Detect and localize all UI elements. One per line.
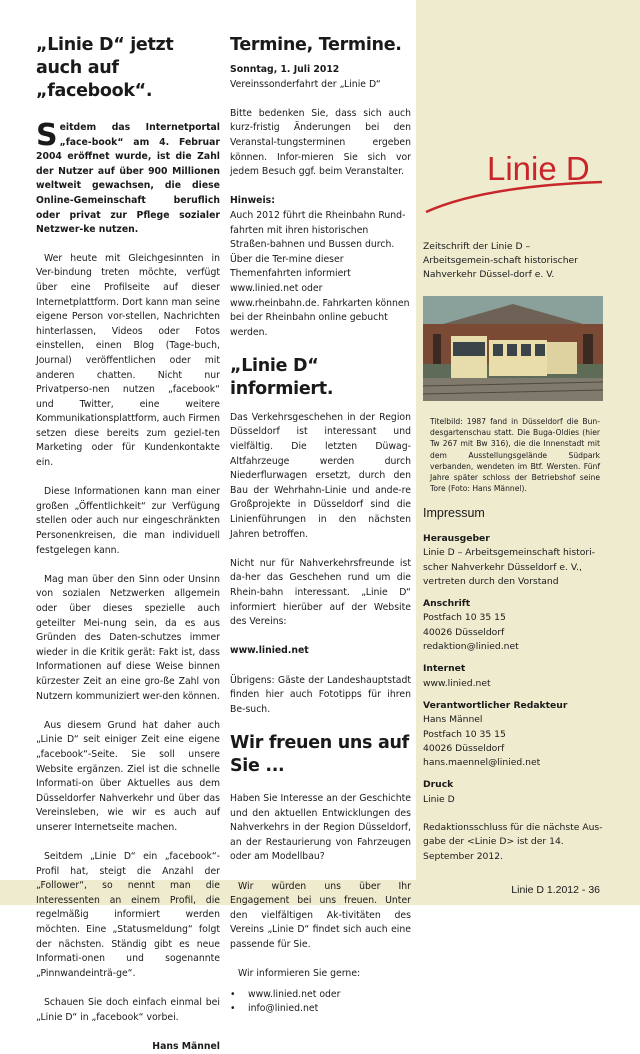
article-informiert-title: „Linie D“ informiert. bbox=[230, 355, 334, 399]
internet-label: Internet bbox=[423, 663, 466, 675]
brand-swoosh-icon bbox=[424, 178, 604, 214]
publisher-label: Herausgeber bbox=[423, 533, 490, 544]
brand-logo: Linie D bbox=[487, 150, 590, 187]
article-freuen-title: Wir freuen uns auf Sie ... bbox=[230, 732, 409, 776]
article-facebook-title: „Linie D“ jetzt auch auf „facebook“. bbox=[36, 35, 174, 101]
address-label: Anschrift bbox=[423, 598, 471, 610]
impressum bbox=[423, 526, 603, 864]
website-link[interactable]: www.linied.net bbox=[230, 645, 309, 657]
paragraph: Diese Informationen kann man einer großen „Öffentlichkeit“ zur Verfügung stellen oder auch nur eingeschränkten Personenkreisen, die man individuell festgelegen kann. bbox=[36, 486, 220, 556]
contact-email[interactable]: • info@linied.net bbox=[248, 1002, 411, 1017]
paragraph: Das Verkehrsgeschehen in der Region Düsseldorf ist interessant und vielfältig. Die letzten Düwag-Altfahrzeuge werden durch Niederflurwagen ersetzt, durch den Bau der Wehrhahn-Linie und ande-re Großprojekte in Düsseldorf sind die Linienführungen in den nächsten Jahren betroffen. bbox=[230, 411, 411, 540]
page-footer: Linie D 1.2012 - 36 bbox=[511, 884, 600, 896]
hint-label: Hinweis: bbox=[230, 195, 275, 207]
magazine-subtitle: Zeitschrift der Linie D – Arbeitsgemein-schaft historischer Nahverkehr Düssel-dorf e. V. bbox=[423, 241, 578, 281]
paragraph: Seitdem „Linie D“ ein „facebook“-Profil hat, steigt die Anzahl der „Follower“, so nennt man die Interessenten an einem Profil, die regelmäßig informiert werden möchten. Eine „Statusmeldung“ folgt der nächsten. Ständig gibt es neue Informati-onen und sogenannte „Pinnwandeinträ-ge“. bbox=[36, 851, 220, 979]
paragraph: Übrigens: Gäste der Landeshauptstadt finden hier auch Fototipps für ihren Be-such. bbox=[230, 674, 411, 715]
editor-line: Hans Männel bbox=[423, 714, 483, 726]
paragraph: Wir würden uns über Ihr Engagement bei uns freuen. Unter den vielfältigen Ak-tivitäten des Vereins „Linie D“ findet sich auch eine passende für Sie. bbox=[230, 880, 411, 950]
article-termine-title: Termine, Termine. bbox=[230, 35, 402, 55]
print-value: Linie D bbox=[423, 793, 455, 805]
editor-label: Verantwortlicher Redakteur bbox=[423, 699, 568, 711]
editor-email[interactable]: hans.maennel@linied.net bbox=[423, 757, 541, 769]
editor-line: Postfach 10 35 15 bbox=[423, 728, 506, 740]
article-facebook bbox=[36, 34, 220, 1054]
internet-link[interactable]: www.linied.net bbox=[423, 677, 491, 689]
cover-photo bbox=[423, 296, 603, 401]
article-facebook-lead: Seitdem das Internetportal „face-book“ am 4. Februar 2004 eröffnet wurde, ist die Zahl der Nutzer auf über 900 Millionen weltweit gewachsen, die diese Online-Gemeinschaft beruflich oder privat zur Pflege sozialer Netzwer-ke nutzen. bbox=[36, 118, 220, 236]
editor-line: 40026 Düsseldorf bbox=[423, 742, 505, 754]
hint-text: Auch 2012 führt die Rheinbahn Rund-fahrten mit ihren historischen Straßen-bahnen und Bussen durch. Über die Ter-mine dieser Themenfahrten informiert www.linied.net oder www.rheinbahn.de. Fahrkarten können bei der Rheinbahn online gebucht werden. bbox=[230, 209, 410, 338]
contact-website[interactable]: • www.linied.net oder bbox=[248, 988, 411, 1003]
author-signature: Hans Männel bbox=[152, 1040, 220, 1052]
deadline-note: Redaktionsschluss für die nächste Aus-gabe der <Linie D> ist der 14. September 2012. bbox=[423, 822, 603, 862]
print-label: Druck bbox=[423, 779, 454, 791]
paragraph: Wer heute mit Gleichgesinnten in Ver-bindung treten möchte, verfügt über eine Profilseite auf dieser Internetplattform. Dort kann man seine eigene Person vor-stellen, Nachrichten hinterlassen, Videos oder Fotos einstellen, einen Blog (Tage-buch, Journal) veröffentlichen oder mit anderen chatten. Nicht nur Privatperso-nen nutzen „facebook“ und Twitter, eine weitere Kommunikationsplattform, auch Firmen setzen diese bereits zum geziel-ten Marketing oder für Kundenkontakte ein. bbox=[36, 252, 220, 469]
paragraph: Schauen Sie doch einfach einmal bei „Linie D“ in „facebook“ vorbei. bbox=[36, 997, 220, 1023]
address-email[interactable]: redaktion@linied.net bbox=[423, 641, 519, 653]
drop-cap: S bbox=[36, 118, 58, 153]
paragraph: Bitte bedenken Sie, dass sich auch kurz-fristig Änderungen bei den Veranstal-tungsterminen ergeben können. Infor-mieren Sie sich vor jedem Besuch ggf. beim Veranstalter. bbox=[230, 107, 411, 178]
main-column bbox=[230, 34, 411, 1017]
photo-caption: Titelbild: 1987 fand in Düsseldorf die Bun-desgartenschau statt. Die Buga-Oldies (hier Tw 267 mit Bw 316), die die Innenstadt mit dem Ausstellungsgelände Südpark verbanden, wendeten im Btf. Wersten. Fünf Jahre später schloss der Betriebshof seine Tore (Foto: Hans Männel). bbox=[430, 417, 600, 494]
paragraph: Mag man über den Sinn oder Unsinn von sozialen Netzwerken allgemein oder über dieses spezielle auch geteilter Mei-nung sein, da es aus Gründen des Daten-schutzes immer wieder in die Kritik gerät: Fakt ist, dass Informationen auf diese Weise binnen kürzester Zeit an eine gro-ße Zahl von Nutzern kommuniziert wer-den können. bbox=[36, 573, 220, 702]
contact-list bbox=[230, 988, 411, 1017]
paragraph: Wir informieren Sie gerne: bbox=[238, 968, 361, 980]
event-date: Sonntag, 1. Juli 2012 bbox=[230, 64, 340, 75]
paragraph: Nicht nur für Nahverkehrsfreunde ist da-her das Geschehen rund um die Rhein-bahn interessant. „Linie D“ informiert hierüber auf der Website des Vereins: bbox=[230, 557, 411, 628]
impressum-title: Impressum bbox=[423, 506, 485, 520]
paragraph: Aus diesem Grund hat daher auch „Linie D“ seit einiger Zeit eine eigene „facebook“-Seite. Sie soll unsere Website ergänzen. Ziel ist die schnelle Informati-on über Aktuelles aus dem Düsseldorfer Nahverkehr und über das Vereinsleben, wie wir es auch auf unserer Internetseite machen. bbox=[36, 719, 220, 833]
address-line: Postfach 10 35 15 bbox=[423, 612, 506, 624]
publisher: Linie D – Arbeitsgemeinschaft histori-scher Nahverkehr Düsseldorf e. V., vertreten durch den Vorstand bbox=[423, 547, 595, 587]
paragraph: Haben Sie Interesse an der Geschichte und den aktuellen Entwicklungen des Nahverkehrs in der Region Düsseldorf, an der Restaurierung von Fahrzeugen oder am Modellbau? bbox=[230, 792, 411, 863]
address-line: 40026 Düsseldorf bbox=[423, 626, 505, 638]
event-name: Vereinssonderfahrt der „Linie D“ bbox=[230, 78, 381, 90]
